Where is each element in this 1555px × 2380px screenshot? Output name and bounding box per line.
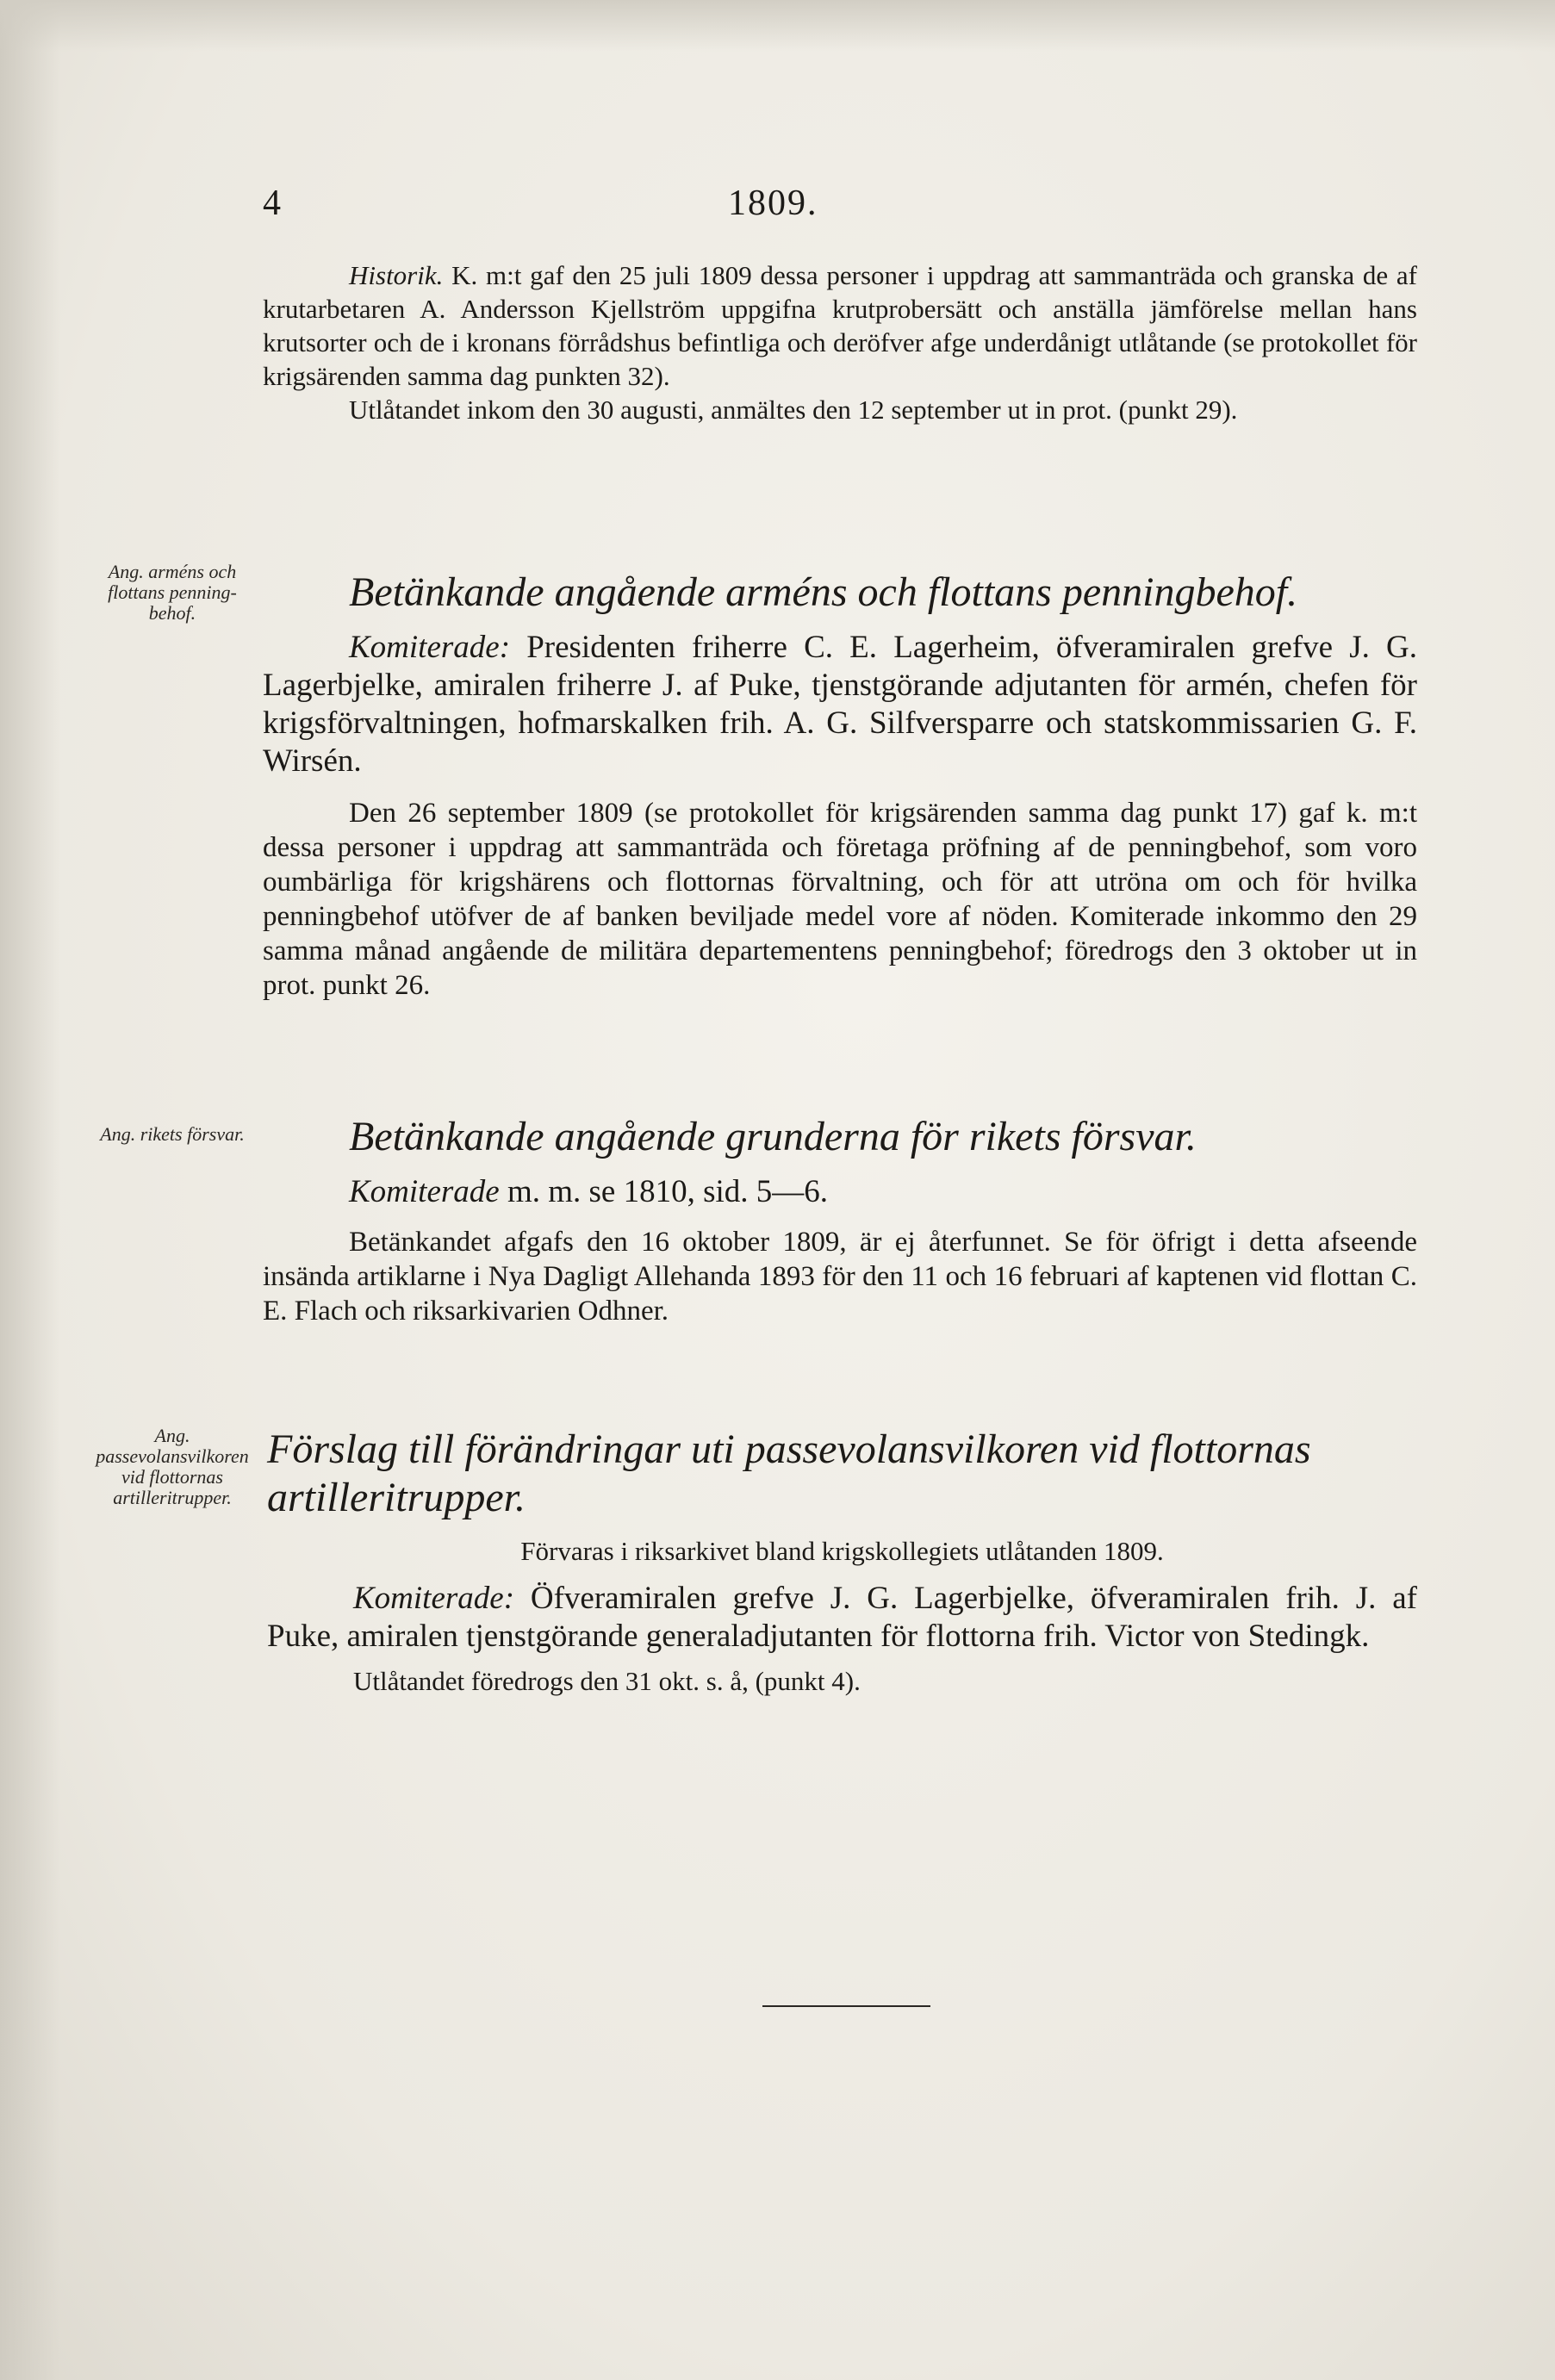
section-body-2: Betänkandet afgafs den 16 oktober 1809, är ej återfunnet. Se för öfrigt i detta afseende insända artiklarne i Nya Dagligt Allehanda 1893 för den 11 och 16 februari af kaptenen vid flottan C. E. Flach och riksarkivarien Odhner. xyxy=(263,1227,1417,1327)
section-title-1: Betänkande angående arméns och flottans penningbehof. xyxy=(349,569,1298,615)
committee-label-2: Komiterade xyxy=(349,1174,500,1209)
page-shadow-top xyxy=(0,0,1555,52)
committee-paragraph-3 xyxy=(267,1580,1417,1656)
historik-paragraph-2: Utlåtandet inkom den 30 augusti, anmältes den 12 september ut in prot. (punkt 29). xyxy=(349,395,1238,425)
margin-note-1: Ang. arméns och flottans penning-behof. xyxy=(108,561,237,624)
historik-label: Historik. xyxy=(349,260,444,290)
committee-paragraph-2 xyxy=(263,1173,1417,1211)
storage-note: Förvaras i riksarkivet bland krigskollegiets utlåtanden 1809. xyxy=(520,1536,1164,1566)
section-armens-penningbehof xyxy=(263,569,1417,1003)
end-rule xyxy=(762,2005,930,2007)
section-title-2: Betänkande angående grunderna för rikets försvar. xyxy=(349,1114,1197,1159)
historik-block xyxy=(263,258,1417,426)
margin-note-3: Ang. passevolansvilkoren vid flottornas artilleritrupper. xyxy=(96,1425,249,1508)
section-rikets-forsvar xyxy=(263,1113,1417,1328)
section-title-3: Förslag till förändringar uti passevolansvilkoren vid flottornas artilleritrupper. xyxy=(267,1426,1311,1520)
historik-text: K. m:t gaf den 25 juli 1809 dessa personer i uppdrag att sammanträda och granska de af krutarbetaren A. Andersson Kjellström uppgifna krutprobersätt och anställa jämförelse mellan hans krutsorter och de i kronans förrådshus befintliga och deröfver afge underdånigt utlåtande (se protokollet för krigsärenden samma dag punkten 32). xyxy=(263,260,1417,391)
section-body-1: Den 26 september 1809 (se protokollet för krigsärenden samma dag punkt 17) gaf k. m:t dessa personer i uppdrag att sammanträda och företaga pröfning af de penningbehof, som voro oumbärliga för krigshärens och flottornas förvaltning, och för att utröna om och för hvilka penningbehof utöfver de af banken beviljade medel vore af nöden. Komiterade inkommo den 29 samma månad angående de militära departementens penningbehof; föredrogs den 3 oktober ut in prot. punkt 26. xyxy=(263,798,1417,1001)
committee-paragraph-1 xyxy=(263,629,1417,780)
running-header xyxy=(263,183,1417,234)
committee-label-1: Komiterade: xyxy=(349,630,511,665)
historik-paragraph xyxy=(263,258,1417,393)
page-number: 4 xyxy=(263,183,281,223)
decision-note: Utlåtandet föredrogs den 31 okt. s. å, (punkt 4). xyxy=(353,1666,861,1696)
committee-label-3: Komiterade: xyxy=(353,1581,515,1616)
committee-text-1: Presidenten friherre C. E. Lagerheim, öfveramiralen grefve J. G. Lagerbjelke, amiralen friherre J. af Puke, tjenstgörande adjutanten för armén, chefen för krigsförvaltningen, hofmarskalken frih. A. G. Silfversparre och statskommissarien G. F. Wirsén. xyxy=(263,630,1417,779)
committee-text-3: Öfveramiralen grefve J. G. Lagerbjelke, öfveramiralen frih. J. af Puke, amiralen tjenstgörande generaladjutanten för flottorna frih. Victor von Stedingk. xyxy=(267,1581,1417,1654)
page-shadow-left xyxy=(0,0,60,2380)
margin-note-2: Ang. rikets försvar. xyxy=(100,1123,245,1145)
section-passevolansvilkoren xyxy=(267,1426,1417,1698)
committee-text-2: m. m. se 1810, sid. 5—6. xyxy=(499,1174,829,1209)
page-year: 1809. xyxy=(728,183,818,223)
